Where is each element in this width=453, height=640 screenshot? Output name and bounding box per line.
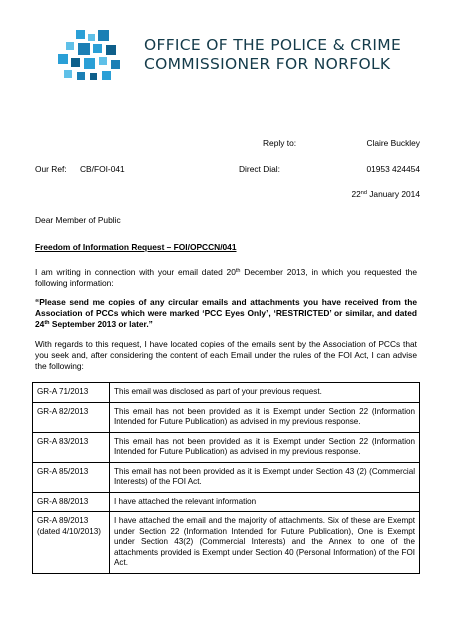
letterhead-logo [58,30,418,92]
email-outcome: This email has not been provided as it is Exempt under Section 22 (Information Intended for Future Publication) as advised in my previous response. [110,402,420,432]
letter-subject: Freedom of Information Request – FOI/OPCCN/041 [35,242,237,252]
email-outcome: This email has not been provided as it is Exempt under Section 22 (Information Intended for Future Publication) as advised in my previous response. [110,432,420,462]
direct-dial-label: Direct Dial: [239,164,280,174]
email-reference: GR-A 88/2013 [33,492,110,512]
date-month-year: January 2014 [366,189,420,199]
quote-text-end: September 2013 or later.” [49,319,153,329]
quote-text-start: “Please send me copies of any circular emails and attachments you have received from the Association of PCCs which were marked ‘PCC Eyes Only’, ‘RESTRICTED’ or similar, and dated 24 [35,297,417,329]
table-row [33,383,420,403]
reply-to-value: Claire Buckley [366,138,420,148]
opcc-logo-mark-icon [58,30,130,86]
letter-date [320,189,420,200]
request-quote [35,297,417,330]
table-row [33,492,420,512]
email-outcome: This email was disclosed as part of your previous request. [110,383,420,403]
email-outcome: I have attached the relevant information [110,492,420,512]
table-row [33,462,420,492]
regards-paragraph: With regards to this request, I have located copies of the emails sent by the Association of PCCs that you seek and, after considering the content of each Email under the rules of the FOI Act, I can advise the following: [35,339,417,371]
organisation-name-line-2: COMMISSIONER FOR NORFOLK [144,55,391,73]
intro-text-start: I am writing in connection with your email dated 20 [35,267,236,277]
email-reference: GR-A 71/2013 [33,383,110,403]
disclosure-table-body [33,383,420,574]
table-row [33,402,420,432]
email-reference: GR-A 85/2013 [33,462,110,492]
our-ref-label: Our Ref: [35,164,67,174]
organisation-name-line-1: OFFICE OF THE POLICE & CRIME [144,36,402,54]
quote-date-suffix: th [44,320,50,326]
email-reference: GR-A 89/2013 (dated 4/10/2013) [33,512,110,574]
reply-to-label: Reply to: [263,138,297,148]
email-reference: GR-A 83/2013 [33,432,110,462]
our-ref-value: CB/FOI-041 [80,164,125,174]
date-suffix: nd [360,190,367,196]
date-day: 22 [351,189,361,199]
table-row [33,432,420,462]
email-outcome: I have attached the email and the majority of attachments. Six of these are Exempt under Section 22 (Information Intended for Future Publication), One is Exempt under Section 43(2) (Commercial Interests) and the Annex to one of the attachments provided is Exempt under Section 40 (Personal Information) of the FOI Act. [110,512,420,574]
intro-text-end: December 2013, in which you requested the following information: [35,267,417,288]
email-disclosure-table [32,382,420,574]
table-row [33,512,420,574]
direct-dial-value: 01953 424454 [366,164,420,174]
email-reference: GR-A 82/2013 [33,402,110,432]
intro-paragraph [35,267,417,289]
intro-date-suffix: th [235,268,241,274]
salutation: Dear Member of Public [35,215,121,225]
email-outcome: This email has not been provided as it is Exempt under Section 43 (2) (Commercial Interests) of the FOI Act. [110,462,420,492]
organisation-name [144,36,401,74]
